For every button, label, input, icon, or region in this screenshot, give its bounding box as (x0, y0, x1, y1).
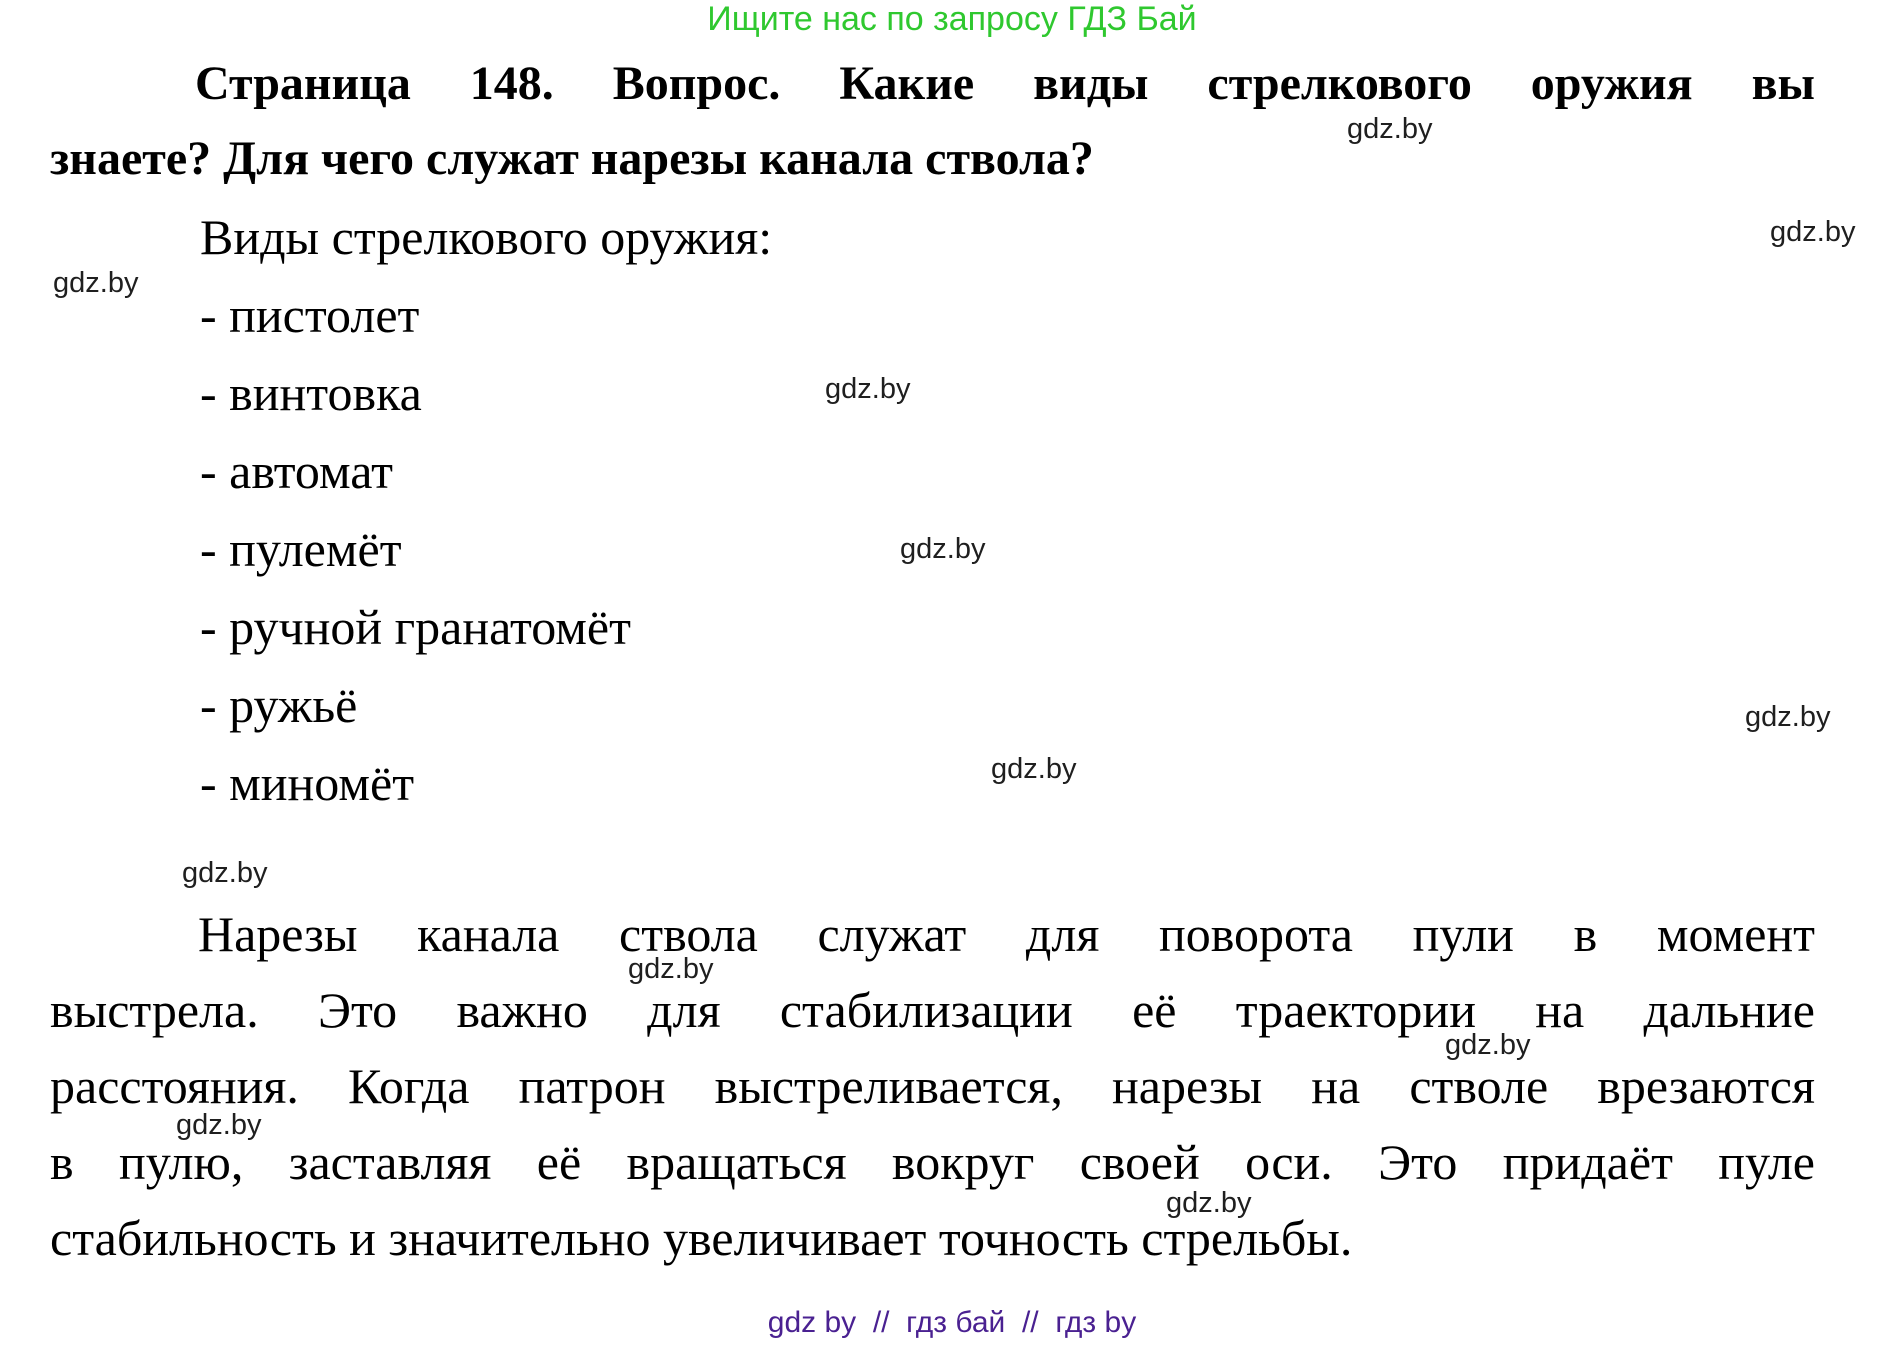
paragraph-line: расстояния. Когда патрон выстреливается, нарезы на стволе врезаются (50, 1058, 1815, 1114)
answer-paragraph (50, 896, 1815, 1276)
paragraph-line: выстрела. Это важно для стабилизации её траектории на дальние (50, 982, 1815, 1038)
list-items (200, 276, 772, 822)
gdzby-watermark: gdz.by (825, 373, 911, 405)
heading-line-2: знаете? Для чего служат нарезы канала ствола? (50, 132, 1094, 185)
list-item: - пулемёт (200, 521, 402, 577)
gdzby-watermark: gdz.by (991, 753, 1077, 785)
footer-links-text: gdz by // гдз бай // гдз by (767, 1306, 1137, 1339)
paragraph-line: стабильность и значительно увеличивает точность стрельбы. (50, 1210, 1353, 1266)
gdzby-watermark: gdz.by (1445, 1029, 1531, 1061)
list-title: Виды стрелкового оружия: (200, 209, 773, 265)
list-item: - миномёт (200, 755, 415, 811)
gdzby-watermark: gdz.by (53, 267, 139, 299)
question-heading (50, 46, 1815, 196)
gdzby-watermark: gdz.by (1166, 1187, 1252, 1219)
list-item: - ручной гранатомёт (200, 599, 631, 655)
list-item: - винтовка (200, 365, 422, 421)
gdzby-watermark: gdz.by (1745, 701, 1831, 733)
gdzby-watermark: gdz.by (176, 1109, 262, 1141)
promo-banner-text: Ищите нас по запросу ГДЗ Бай (707, 0, 1197, 38)
gdzby-watermark: gdz.by (628, 953, 714, 985)
list-item: - автомат (200, 443, 393, 499)
paragraph-line: Нарезы канала ствола служат для поворота пули в момент (198, 906, 1815, 962)
paragraph-line: в пулю, заставляя её вращаться вокруг своей оси. Это придаёт пуле (50, 1134, 1815, 1190)
gdzby-watermark: gdz.by (1770, 216, 1856, 248)
gdzby-watermark: gdz.by (1347, 113, 1433, 145)
weapon-types-list (200, 198, 772, 822)
list-item: - ружьё (200, 677, 358, 733)
gdzby-watermark: gdz.by (182, 857, 268, 889)
list-item: - пистолет (200, 287, 420, 343)
gdzby-watermark: gdz.by (900, 533, 986, 565)
heading-line-1: Страница 148. Вопрос. Какие виды стрелкового оружия вы (195, 57, 1815, 110)
